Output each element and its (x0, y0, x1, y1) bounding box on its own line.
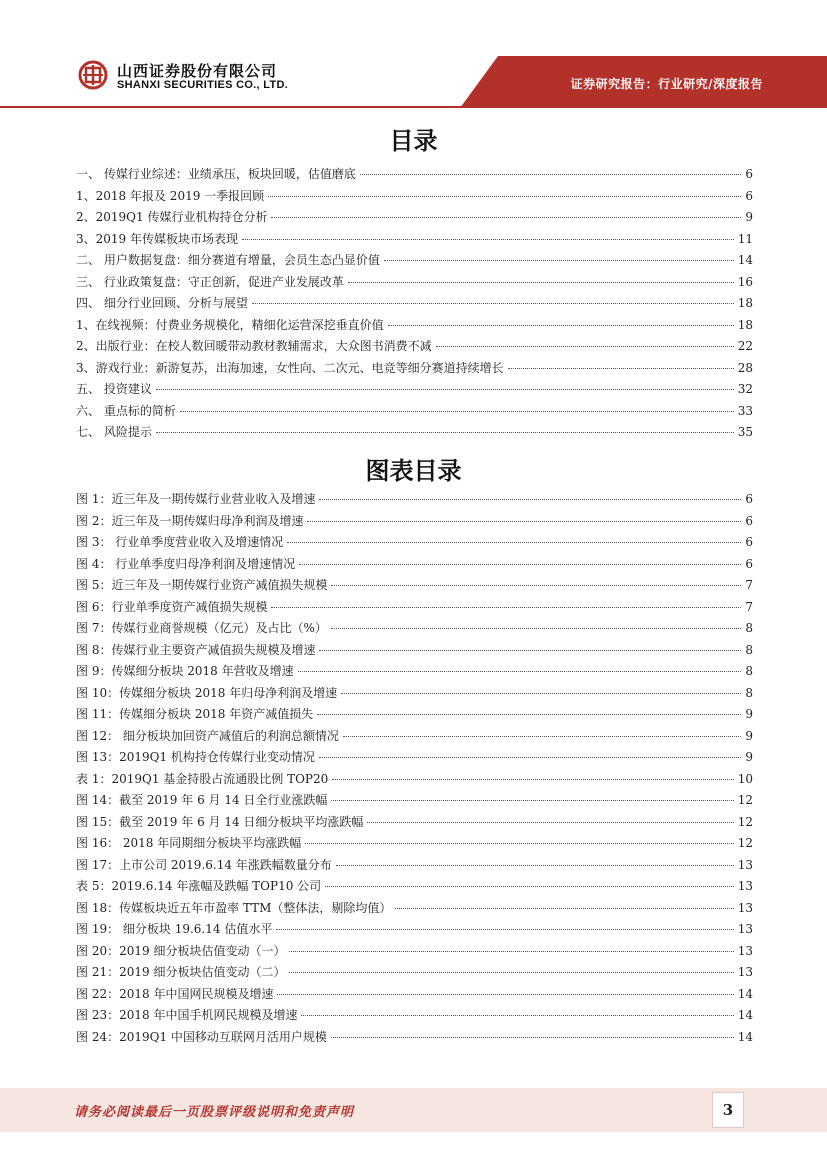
dot-leader (305, 843, 733, 844)
figure-entry[interactable] (76, 898, 753, 920)
figure-entry[interactable] (76, 1005, 753, 1027)
toc-entry-label: 七、 风险提示 (76, 425, 152, 439)
figure-entry-page: 8 (745, 685, 753, 700)
figure-entry-page: 12 (737, 793, 753, 807)
figure-entry[interactable] (76, 661, 753, 683)
figure-entry-page: 9 (745, 728, 753, 743)
figure-entry-label: 图 24：2019Q1 中国移动互联网月活用户规模 (76, 1029, 327, 1044)
dot-leader (156, 432, 734, 433)
company-logo-icon (78, 60, 108, 90)
dot-leader (317, 714, 741, 715)
report-type-label: 证券研究报告：行业研究/深度报告 (570, 77, 763, 91)
figure-entry-label: 图 17：上市公司 2019.6.14 年涨跌幅数量分布 (76, 857, 332, 872)
toc-entry[interactable] (76, 422, 753, 444)
toc-entry[interactable] (76, 315, 753, 337)
dot-leader (271, 217, 741, 218)
figure-entry-label: 图 3： 行业单季度营业收入及增速情况 (76, 535, 284, 549)
toc-entry-page: 11 (737, 231, 753, 246)
toc-entry-label: 2、2019Q1 传媒行业机构持仓分析 (76, 210, 268, 224)
toc-entry-page: 28 (737, 360, 753, 375)
figure-entry-page: 9 (745, 707, 753, 721)
dot-leader (348, 282, 734, 283)
figure-entry-page: 14 (737, 986, 753, 1001)
figure-entry-page: 13 (737, 943, 753, 958)
toc-entry-page: 32 (737, 382, 753, 396)
toc-entry[interactable] (76, 186, 753, 208)
figure-entry[interactable] (76, 919, 753, 941)
dot-leader (277, 994, 733, 995)
toc-entry-page: 6 (745, 167, 753, 181)
dot-leader (360, 174, 742, 175)
company-name-cn: 山西证券股份有限公司 (117, 62, 278, 80)
toc-entry-page: 14 (737, 253, 753, 267)
toc-entry-label: 1、在线视频：付费业务规模化，精细化运营深挖垂直价值 (76, 317, 384, 332)
dot-leader (319, 650, 741, 651)
dot-leader (436, 346, 734, 347)
figure-entry[interactable] (76, 747, 753, 769)
figure-entry-label: 图 18：传媒板块近五年市盈率 TTM（整体法，剔除均值） (76, 900, 392, 915)
figure-entry-page: 12 (737, 814, 753, 829)
toc-entry[interactable] (76, 164, 753, 186)
figure-entry-page: 12 (737, 836, 753, 850)
toc-entry-label: 2、出版行业：在校人数回暖带动教材教辅需求，大众图书消费不减 (76, 339, 432, 353)
dot-leader (367, 822, 733, 823)
dot-leader (331, 1037, 734, 1038)
figure-entry[interactable] (76, 790, 753, 812)
figure-entry-page: 14 (737, 1029, 753, 1044)
toc-entry-page: 22 (737, 339, 753, 353)
dot-leader (298, 671, 742, 672)
figure-entry-page: 13 (737, 922, 753, 936)
figure-entry-label: 图 20：2019 细分板块估值变动（一） (76, 943, 286, 958)
figure-entry-label: 图 12： 细分板块加回资产减值后的利润总额情况 (76, 728, 339, 743)
toc-entry-page: 35 (737, 425, 753, 439)
figure-entry-label: 图 5：近三年及一期传媒行业资产减值损失规模 (76, 578, 328, 592)
figures-list (76, 489, 753, 1048)
figure-entry-label: 图 15：截至 2019 年 6 月 14 日细分板块平均涨跌幅 (76, 814, 364, 829)
figure-entry-label: 图 22：2018 年中国网民规模及增速 (76, 986, 274, 1001)
figure-entry-label: 图 7：传媒行业商誉规模（亿元）及占比（%） (76, 621, 327, 635)
toc-entry-page: 18 (737, 296, 753, 310)
dot-leader (332, 779, 733, 780)
figure-entry[interactable] (76, 554, 753, 576)
toc-entry-page: 6 (745, 188, 753, 203)
figure-entry-label: 表 1：2019Q1 基金持股占流通股比例 TOP20 (76, 771, 329, 786)
figure-entry[interactable] (76, 726, 753, 748)
toc-entry-label: 3、游戏行业：新游复苏，出海加速，女性向、二次元、电竞等细分赛道持续增长 (76, 360, 504, 375)
figure-entry[interactable] (76, 1027, 753, 1049)
dot-leader (268, 196, 741, 197)
figure-entry-page: 13 (737, 879, 753, 893)
dot-leader (331, 800, 733, 801)
dot-leader (336, 865, 734, 866)
figure-entry-label: 图 4： 行业单季度归母净利润及增速情况 (76, 556, 296, 571)
dot-leader (508, 368, 734, 369)
dot-leader (341, 693, 741, 694)
figure-entry[interactable] (76, 640, 753, 662)
figure-entry-page: 7 (745, 599, 753, 614)
figure-entry-label: 图 6：行业单季度资产减值损失规模 (76, 599, 268, 614)
figure-entry[interactable] (76, 941, 753, 963)
toc-list (76, 164, 753, 444)
toc-title: 目录 (389, 127, 438, 155)
figure-entry[interactable] (76, 489, 753, 511)
figure-entry-page: 6 (745, 513, 753, 528)
figure-entry[interactable] (76, 855, 753, 877)
figure-entry-label: 表 5：2019.6.14 年涨幅及跌幅 TOP10 公司 (76, 879, 322, 893)
figure-entry-label: 图 8：传媒行业主要资产减值损失规模及增速 (76, 642, 316, 657)
footer-disclaimer: 请务必阅读最后一页股票评级说明和免责声明 (74, 1105, 355, 1120)
figure-entry[interactable] (76, 962, 753, 984)
dot-leader (301, 1015, 733, 1016)
toc-entry-page: 9 (745, 210, 753, 224)
figure-entry-label: 图 1：近三年及一期传媒行业营业收入及增速 (76, 492, 316, 506)
figures-title: 图表目录 (365, 457, 462, 485)
figure-entry-page: 9 (745, 750, 753, 764)
dot-leader (331, 628, 742, 629)
figure-entry[interactable] (76, 876, 753, 898)
dot-leader (287, 542, 741, 543)
dot-leader (388, 325, 734, 326)
toc-entry[interactable] (76, 336, 753, 358)
dot-leader (276, 929, 733, 930)
toc-entry[interactable] (76, 272, 753, 294)
figure-entry[interactable] (76, 618, 753, 640)
toc-entry-label: 一、 传媒行业综述：业绩承压，板块回暖，估值磨底 (76, 167, 356, 181)
toc-entry[interactable] (76, 293, 753, 315)
figure-entry[interactable] (76, 812, 753, 834)
figure-entry-page: 8 (745, 621, 753, 635)
figure-entry-page: 8 (745, 664, 753, 678)
dot-leader (299, 564, 741, 565)
figure-entry-label: 图 13：2019Q1 机构持仓传媒行业变动情况 (76, 750, 315, 764)
dot-leader (307, 521, 741, 522)
figure-entry-label: 图 2：近三年及一期传媒归母净利润及增速 (76, 513, 304, 528)
toc-entry[interactable] (76, 358, 753, 380)
toc-entry-page: 18 (737, 317, 753, 332)
figure-entry[interactable] (76, 769, 753, 791)
figure-entry[interactable] (76, 575, 753, 597)
dot-leader (384, 260, 734, 261)
dot-leader (319, 499, 741, 500)
toc-entry-page: 16 (737, 274, 753, 289)
toc-entry[interactable] (76, 250, 753, 272)
figure-entry[interactable] (76, 532, 753, 554)
company-name-en: SHANXI SECURITIES CO., LTD. (117, 79, 289, 91)
toc-entry[interactable] (76, 207, 753, 229)
figure-entry-label: 图 16： 2018 年同期细分板块平均涨跌幅 (76, 836, 302, 850)
toc-entry-label: 四、 细分行业回顾、分析与展望 (76, 296, 248, 310)
page-number: 3 (712, 1092, 744, 1128)
figure-entry-label: 图 14：截至 2019 年 6 月 14 日全行业涨跌幅 (76, 793, 328, 807)
toc-entry-label: 六、 重点标的简析 (76, 403, 176, 418)
dot-leader (156, 389, 734, 390)
figure-entry-page: 14 (737, 1008, 753, 1022)
figure-entry[interactable] (76, 597, 753, 619)
toc-entry[interactable] (76, 229, 753, 251)
dot-leader (242, 239, 734, 240)
figure-entry-page: 13 (737, 965, 753, 979)
dot-leader (343, 736, 741, 737)
dot-leader (271, 607, 741, 608)
figure-entry[interactable] (76, 511, 753, 533)
dot-leader (252, 303, 734, 304)
figure-entry-label: 图 10：传媒细分板块 2018 年归母净利润及增速 (76, 685, 338, 700)
toc-entry-label: 三、 行业政策复盘：守正创新，促进产业发展改革 (76, 274, 344, 289)
figure-entry[interactable] (76, 984, 753, 1006)
figure-entry-label: 图 21：2019 细分板块估值变动（二） (76, 965, 286, 979)
toc-entry[interactable] (76, 379, 753, 401)
toc-entry-label: 二、 用户数据复盘：细分赛道有增量，会员生态凸显价值 (76, 253, 380, 267)
figure-entry-page: 7 (745, 578, 753, 592)
page-header (0, 0, 827, 108)
figure-entry-label: 图 9：传媒细分板块 2018 年营收及增速 (76, 664, 294, 678)
figure-entry-page: 6 (745, 492, 753, 506)
figure-entry-page: 6 (745, 556, 753, 571)
toc-entry-label: 3、2019 年传媒板块市场表现 (76, 231, 238, 246)
dot-leader (289, 972, 733, 973)
figure-entry[interactable] (76, 704, 753, 726)
dot-leader (319, 757, 741, 758)
figure-entry[interactable] (76, 683, 753, 705)
figure-entry-label: 图 23：2018 年中国手机网民规模及增速 (76, 1008, 298, 1022)
dot-leader (395, 908, 733, 909)
dot-leader (289, 951, 733, 952)
figure-entry-page: 6 (745, 535, 753, 549)
figure-entry-page: 13 (737, 900, 753, 915)
figure-entry-page: 10 (737, 771, 753, 786)
toc-entry[interactable] (76, 401, 753, 423)
figure-entry-page: 13 (737, 857, 753, 872)
toc-entry-page: 33 (737, 403, 753, 418)
figure-entry[interactable] (76, 833, 753, 855)
dot-leader (180, 411, 734, 412)
figure-entry-page: 8 (745, 642, 753, 657)
toc-entry-label: 五、 投资建议 (76, 382, 152, 396)
figure-entry-label: 图 19： 细分板块 19.6.14 估值水平 (76, 922, 273, 936)
toc-entry-label: 1、2018 年报及 2019 一季报回顾 (76, 188, 265, 203)
dot-leader (331, 585, 741, 586)
dot-leader (325, 886, 734, 887)
figure-entry-label: 图 11：传媒细分板块 2018 年资产减值损失 (76, 707, 314, 721)
